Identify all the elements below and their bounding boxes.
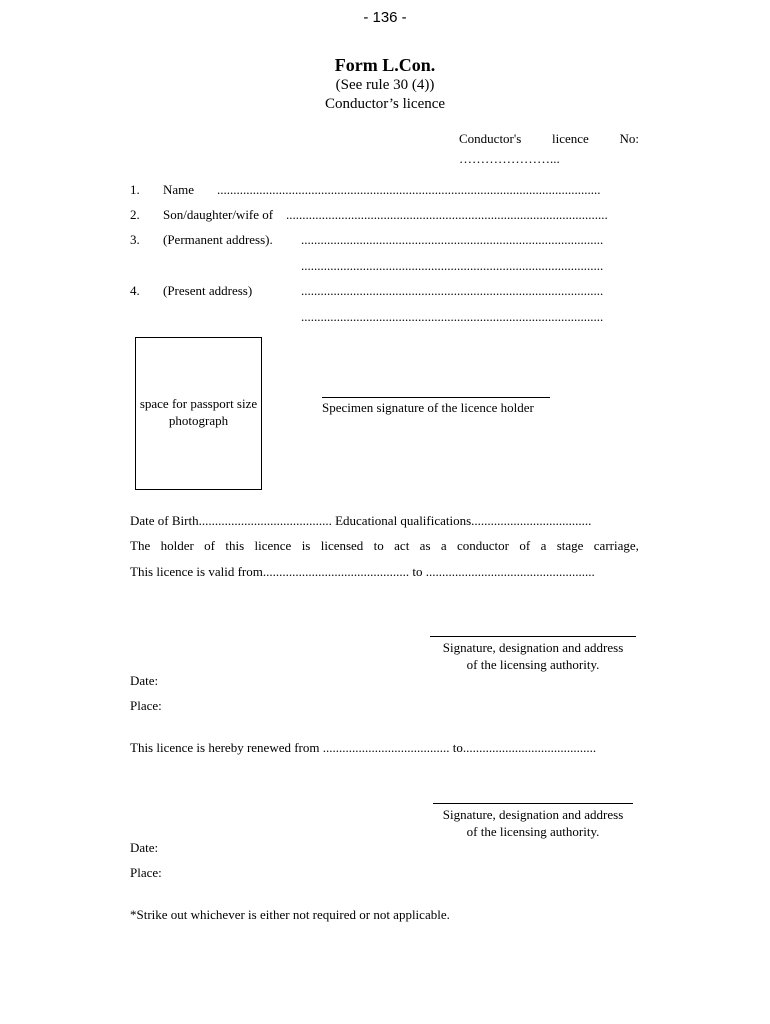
holder-word: licence bbox=[254, 538, 292, 553]
holder-word: act bbox=[394, 538, 410, 553]
holder-word: holder bbox=[160, 538, 194, 553]
field-number: 2. bbox=[130, 207, 140, 222]
licence-number-word: No: bbox=[619, 131, 639, 146]
field-number: 4. bbox=[130, 283, 140, 298]
photo-box[interactable] bbox=[135, 337, 262, 490]
holder-statement bbox=[130, 538, 639, 554]
holder-word: stage bbox=[556, 538, 584, 553]
specimen-signature-label: Specimen signature of the licence holder bbox=[322, 400, 534, 415]
relation-field[interactable]: ................................................................................................... bbox=[286, 207, 608, 222]
present-address-field[interactable]: ............................................................................................. bbox=[301, 283, 604, 298]
specimen-signature-line[interactable] bbox=[322, 397, 550, 398]
field-label-relation: Son/daughter/wife of bbox=[163, 207, 274, 222]
holder-word: is bbox=[301, 538, 311, 553]
permanent-address-field[interactable]: ............................................................................................. bbox=[301, 232, 604, 247]
field-number: 1. bbox=[130, 182, 140, 197]
holder-word: licensed bbox=[320, 538, 364, 553]
present-address-field-line2[interactable]: ............................................................................................. bbox=[301, 309, 604, 324]
authority-signature-line[interactable] bbox=[433, 803, 633, 804]
dob-qualifications-line[interactable]: Date of Birth......................................... Educational qualifications..................................... bbox=[130, 513, 592, 528]
authority-signature-line[interactable] bbox=[430, 636, 636, 637]
date-label: Date: bbox=[130, 840, 159, 855]
holder-word: to bbox=[373, 538, 384, 553]
holder-word: a bbox=[440, 538, 447, 553]
field-number: 3. bbox=[130, 232, 140, 247]
place-label: Place: bbox=[130, 698, 162, 713]
authority-signature-text: Signature, designation and address bbox=[442, 640, 624, 655]
field-label-present-address: (Present address) bbox=[163, 283, 253, 298]
holder-word: carriage, bbox=[593, 538, 639, 553]
form-rule-reference: (See rule 30 (4)) bbox=[335, 77, 435, 93]
validity-line[interactable]: This licence is valid from............................................. to .................................................... bbox=[130, 564, 595, 579]
holder-word: of bbox=[204, 538, 215, 553]
authority-signature-label bbox=[420, 639, 646, 673]
authority-signature-text: of the licensing authority. bbox=[466, 657, 600, 672]
licence-number-word: Conductor's bbox=[459, 131, 522, 146]
page-number: - 136 - bbox=[363, 9, 407, 26]
holder-word: The bbox=[130, 538, 151, 553]
field-label-permanent-address: (Permanent address). bbox=[163, 232, 273, 247]
licence-number-word: licence bbox=[551, 131, 589, 146]
authority-signature-label bbox=[420, 806, 646, 840]
photo-placeholder-text: space for passport size photograph bbox=[139, 396, 258, 428]
licence-number-label bbox=[459, 131, 639, 147]
form-title: Form L.Con. bbox=[334, 55, 436, 75]
holder-word: as bbox=[419, 538, 431, 553]
renewal-line[interactable]: This licence is hereby renewed from ....................................... to......................................... bbox=[130, 740, 597, 755]
field-label-name: Name bbox=[163, 182, 195, 197]
authority-signature-text: of the licensing authority. bbox=[466, 824, 600, 839]
holder-word: a bbox=[540, 538, 547, 553]
holder-word: conductor bbox=[457, 538, 509, 553]
date-label: Date: bbox=[130, 673, 159, 688]
form-subtitle: Conductor’s licence bbox=[324, 96, 446, 112]
holder-word: of bbox=[519, 538, 531, 553]
place-label: Place: bbox=[130, 865, 162, 880]
holder-word: this bbox=[225, 538, 245, 553]
footnote: *Strike out whichever is either not required or not applicable. bbox=[130, 907, 450, 922]
name-field[interactable]: ...................................................................................................................... bbox=[217, 182, 601, 197]
authority-signature-text: Signature, designation and address bbox=[442, 807, 624, 822]
permanent-address-field-line2[interactable]: ............................................................................................. bbox=[301, 258, 604, 273]
licence-number-field[interactable]: …………………... bbox=[459, 151, 560, 166]
